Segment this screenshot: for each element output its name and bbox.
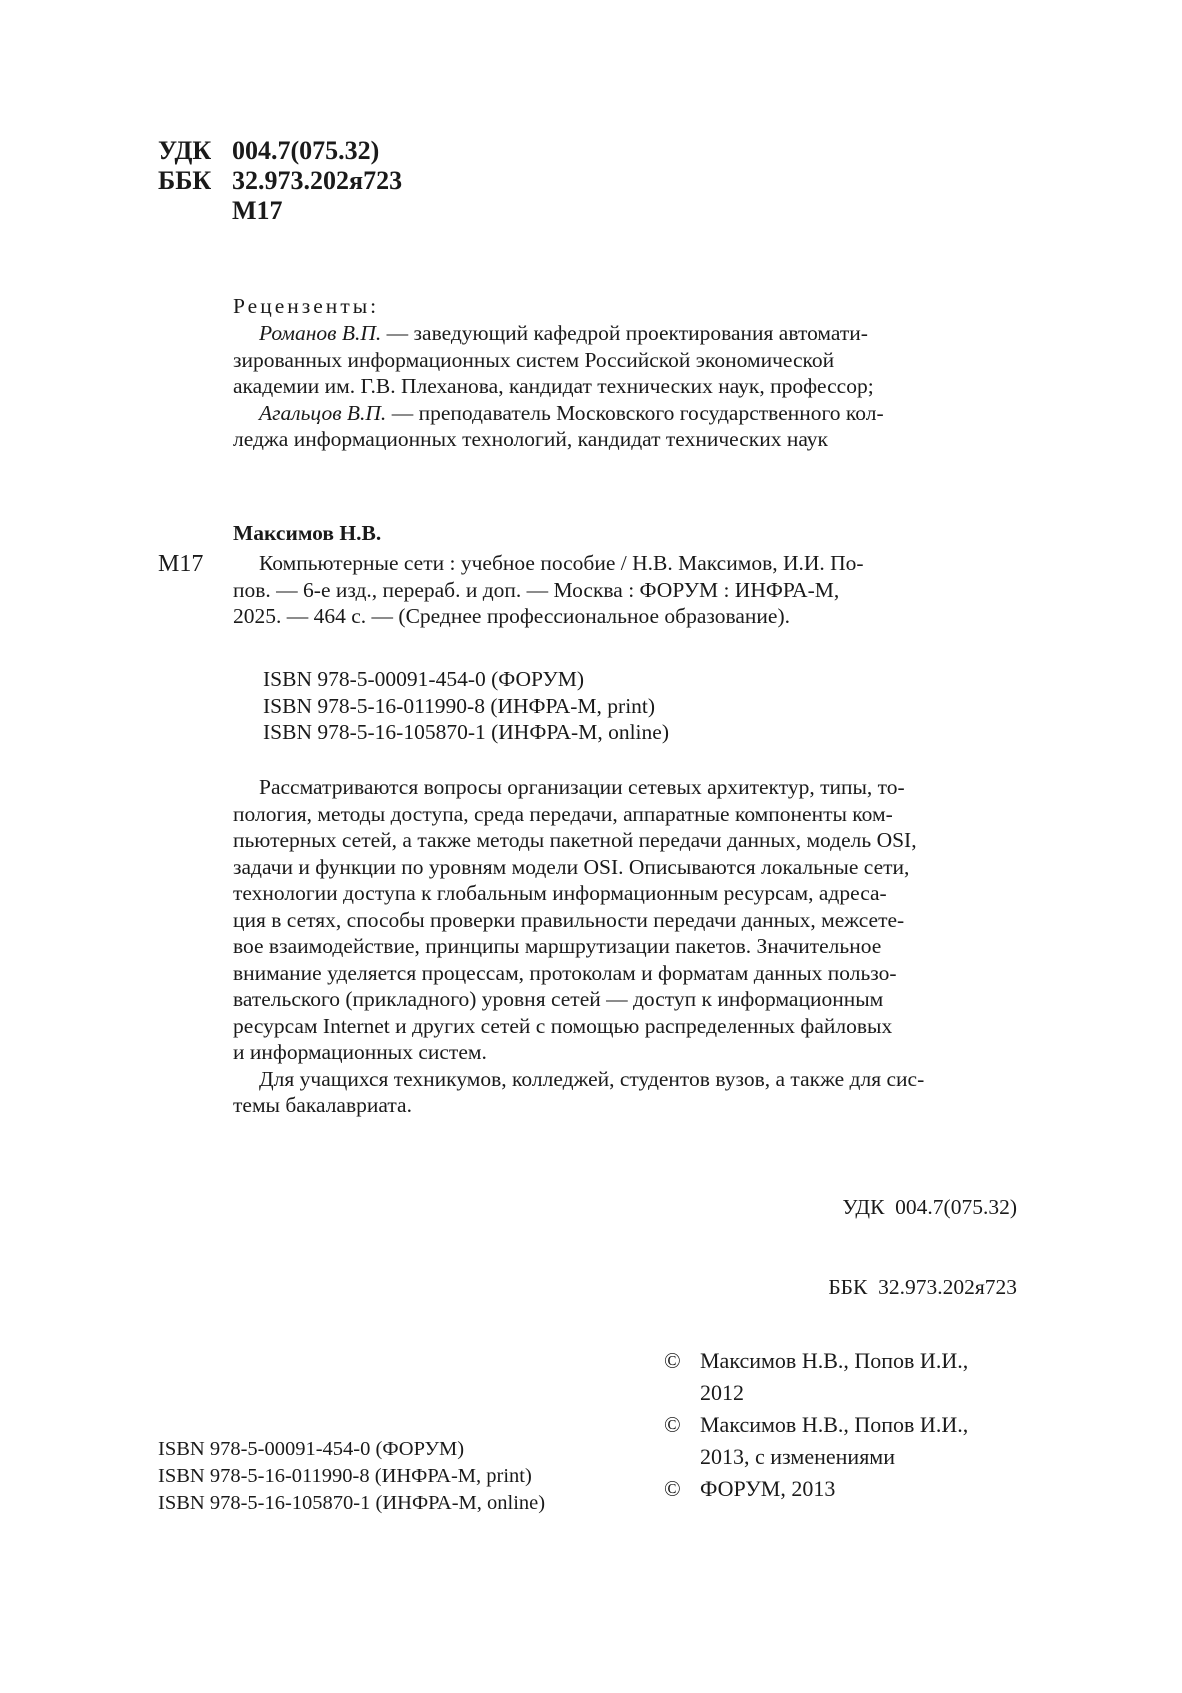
copyright-symbol: © [664, 1412, 681, 1437]
catalog-line-3: 2025. — 464 с. — (Среднее профессиональное образование). [233, 604, 790, 628]
bottom-isbn: ISBN 978-5-16-105870-1 (ИНФРА-М, online) [158, 1492, 546, 1514]
catalog-sign: М17 [158, 551, 204, 577]
bbk-label: ББК [158, 166, 212, 195]
audience-line: темы бакалавриата. [233, 1093, 412, 1117]
copyright-3 [664, 1473, 968, 1505]
reviewers-block [233, 320, 1015, 453]
copyright-3-holder: ФОРУМ, 2013 [700, 1476, 836, 1501]
bbk-row [158, 166, 402, 196]
copyright-1-holders: Максимов Н.В., Попов И.И., [700, 1348, 969, 1373]
copyright-1-year [664, 1377, 968, 1409]
audience-line: Для учащихся техникумов, колледжей, студентов вузов, а также для сис- [259, 1066, 925, 1091]
reviewer-2-name: Агальцов В.П. [259, 400, 387, 425]
copyright-2-year [664, 1441, 968, 1473]
copyright-2-year-text: 2013, с изменениями [700, 1444, 896, 1469]
abstract-line: Рассматриваются вопросы организации сетевых архитектур, типы, то- [259, 775, 905, 799]
right-codes [828, 1141, 1017, 1327]
abstract-line: внимание уделяется процессам, протоколам и форматам данных пользо- [233, 960, 897, 985]
abstract-line: ция в сетях, способы проверки правильности передачи данных, межсете- [233, 907, 905, 932]
right-bbk: ББК 32.973.202я723 [828, 1274, 1017, 1299]
copyrights [664, 1345, 968, 1505]
catalog-isbn: ISBN 978-5-00091-454-0 (ФОРУМ) [263, 667, 584, 691]
abstract-line: вательского (прикладного) уровня сетей — доступ к информационным [233, 987, 884, 1011]
reviewer-2-line-2: леджа информационных технологий, кандидат технических наук [233, 427, 828, 451]
reviewer-2-text: — преподаватель Московского государственного кол- [386, 400, 884, 425]
bottom-isbn: ISBN 978-5-16-011990-8 (ИНФРА-М, print) [158, 1465, 532, 1487]
catalog-author: Максимов Н.В. [233, 521, 382, 545]
reviewer-1-line-2: зированных информационных систем Российской экономической [233, 347, 835, 372]
udk-row [158, 136, 402, 166]
copyright-2-holders: Максимов Н.В., Попов И.И., [700, 1412, 969, 1437]
catalog-description [233, 550, 1015, 630]
abstract-line: вое взаимодействие, принципы маршрутизации пакетов. Значительное [233, 934, 882, 958]
abstract-line: технологии доступа к глобальным информационным ресурсам, адреса- [233, 881, 887, 905]
abstract-line: пология, методы доступа, среда передачи, аппаратные компоненты ком- [233, 801, 893, 826]
bbk-value: 32.973.202я723 [232, 166, 403, 195]
catalog-line-1: Компьютерные сети : учебное пособие / Н.В. Максимов, И.И. По- [259, 551, 864, 575]
classification-codes [158, 136, 402, 226]
abstract-line: задачи и функции по уровням модели OSI. Описываются локальные сети, [233, 854, 910, 879]
abstract-line: ресурсам Internet и других сетей с помощью распределенных файловых [233, 1013, 893, 1038]
reviewers-heading: Рецензенты: [233, 294, 380, 318]
udk-label: УДК [158, 136, 212, 165]
reviewer-2-line-1 [233, 400, 1015, 427]
bottom-isbn-list [158, 1436, 545, 1517]
copyright-symbol: © [664, 1348, 681, 1373]
catalog-isbn-list [263, 666, 669, 746]
copyright-1-year-text: 2012 [700, 1380, 744, 1405]
author-sign: М17 [232, 196, 283, 225]
right-udk: УДК 004.7(075.32) [842, 1195, 1017, 1219]
reviewer-1-line-3: академии им. Г.В. Плеханова, кандидат технических наук, профессор; [233, 374, 874, 398]
copyright-symbol: © [664, 1476, 681, 1501]
bottom-isbn: ISBN 978-5-00091-454-0 (ФОРУМ) [158, 1438, 465, 1460]
catalog-line-2: пов. — 6-е изд., перераб. и доп. — Москва : ФОРУМ : ИНФРА-М, [233, 577, 840, 602]
copyright-1 [664, 1345, 968, 1377]
abstract-line: и информационных систем. [233, 1040, 487, 1064]
reviewer-1-name: Романов В.П. [259, 321, 382, 345]
abstract-line: пьютерных сетей, а также методы пакетной передачи данных, модель OSI, [233, 828, 917, 852]
reviewer-1-text: — заведующий кафедрой проектирования автомати- [381, 321, 868, 345]
catalog-isbn: ISBN 978-5-16-105870-1 (ИНФРА-М, online) [263, 720, 669, 744]
reviewer-1-line-1 [233, 320, 1015, 347]
catalog-isbn: ISBN 978-5-16-011990-8 (ИНФРА-М, print) [263, 693, 656, 718]
copyright-2 [664, 1409, 968, 1441]
udk-value: 004.7(075.32) [232, 136, 380, 165]
author-sign-row [158, 196, 402, 226]
abstract [233, 774, 1015, 1119]
